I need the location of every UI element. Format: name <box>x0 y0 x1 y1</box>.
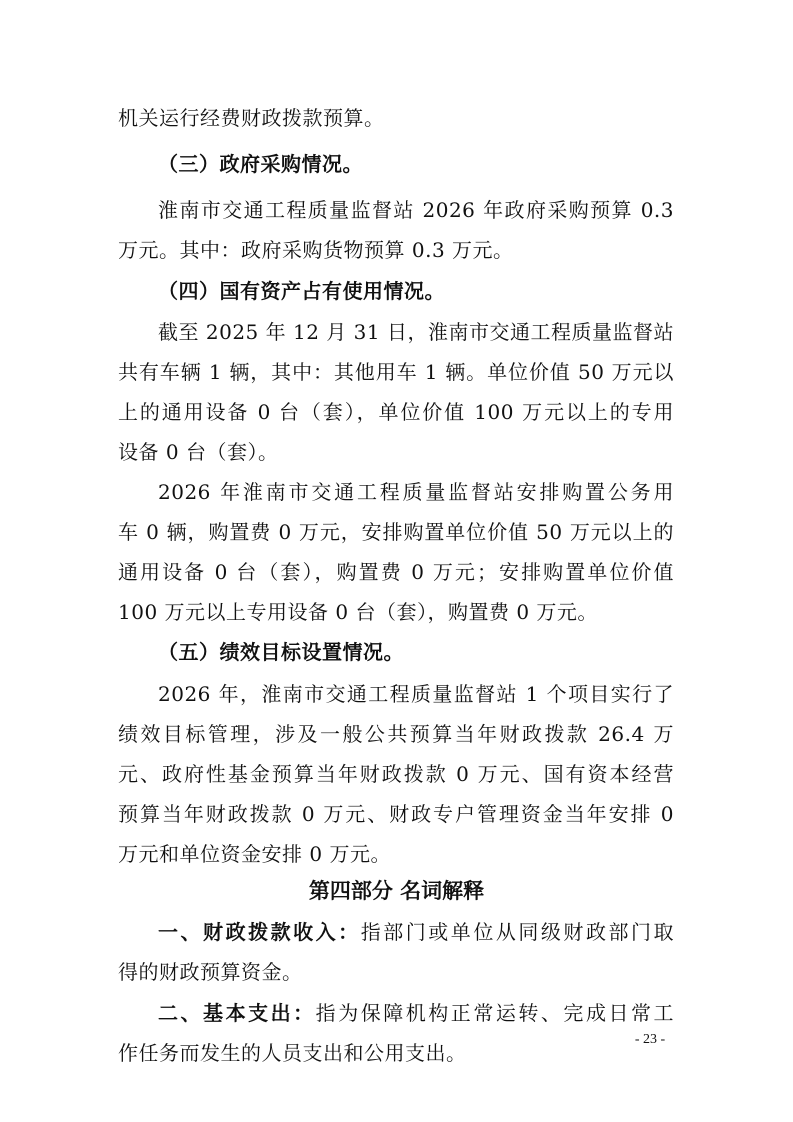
paragraph-line: 预算当年财政拨款 0 万元、财政专户管理资金当年安排 0 <box>118 802 674 826</box>
subheading-government-procurement: （三）政府采购情况。 <box>158 152 363 176</box>
paragraph-line: 淮南市交通工程质量监督站 2026 年政府采购预算 0.3 <box>158 198 674 222</box>
term-label: 一、财政拨款收入： <box>158 920 361 944</box>
paragraph-line: 100 万元以上专用设备 0 台（套），购置费 0 万元。 <box>118 600 598 624</box>
paragraph-line: 得的财政预算资金。 <box>118 960 303 984</box>
subheading-performance-targets: （五）绩效目标设置情况。 <box>158 640 404 664</box>
term-definition-line <box>158 920 674 944</box>
paragraph-line: 万元。其中：政府采购货物预算 0.3 万元。 <box>118 238 514 262</box>
paragraph-line: 共有车辆 1 辆，其中：其他用车 1 辆。单位价值 50 万元以 <box>118 360 674 384</box>
paragraph-line: 2026 年，淮南市交通工程质量监督站 1 个项目实行了 <box>158 682 674 706</box>
paragraph-line: 2026 年淮南市交通工程质量监督站安排购置公务用 <box>158 480 674 504</box>
paragraph-line: 车 0 辆，购置费 0 万元，安排购置单位价值 50 万元以上的 <box>118 520 674 544</box>
term-label: 二、基本支出： <box>158 1001 316 1025</box>
paragraph-line: 设备 0 台（套）。 <box>118 440 279 464</box>
paragraph-line: 机关运行经费财政拨款预算。 <box>118 106 385 130</box>
section-title: 第四部分 名词解释 <box>308 879 485 903</box>
term-definition-line <box>158 1001 674 1025</box>
paragraph-line: 上的通用设备 0 台（套），单位价值 100 万元以上的专用 <box>118 400 674 424</box>
paragraph-line: 截至 2025 年 12 月 31 日，淮南市交通工程质量监督站 <box>158 320 674 344</box>
paragraph-line: 绩效目标管理，涉及一般公共预算当年财政拨款 26.4 万 <box>118 722 674 746</box>
paragraph-line: 通用设备 0 台（套），购置费 0 万元；安排购置单位价值 <box>118 560 674 584</box>
term-text: 指为保障机构正常运转、完成日常工 <box>315 1001 675 1025</box>
paragraph-line: 元、政府性基金预算当年财政拨款 0 万元、国有资本经营 <box>118 762 674 786</box>
paragraph-line: 万元和单位资金安排 0 万元。 <box>118 842 391 866</box>
subheading-state-assets: （四）国有资产占有使用情况。 <box>158 279 445 303</box>
page-number: - 23 - <box>634 1032 666 1047</box>
term-text: 指部门或单位从同级财政部门取 <box>360 920 675 944</box>
paragraph-line: 作任务而发生的人员支出和公用支出。 <box>118 1041 467 1065</box>
